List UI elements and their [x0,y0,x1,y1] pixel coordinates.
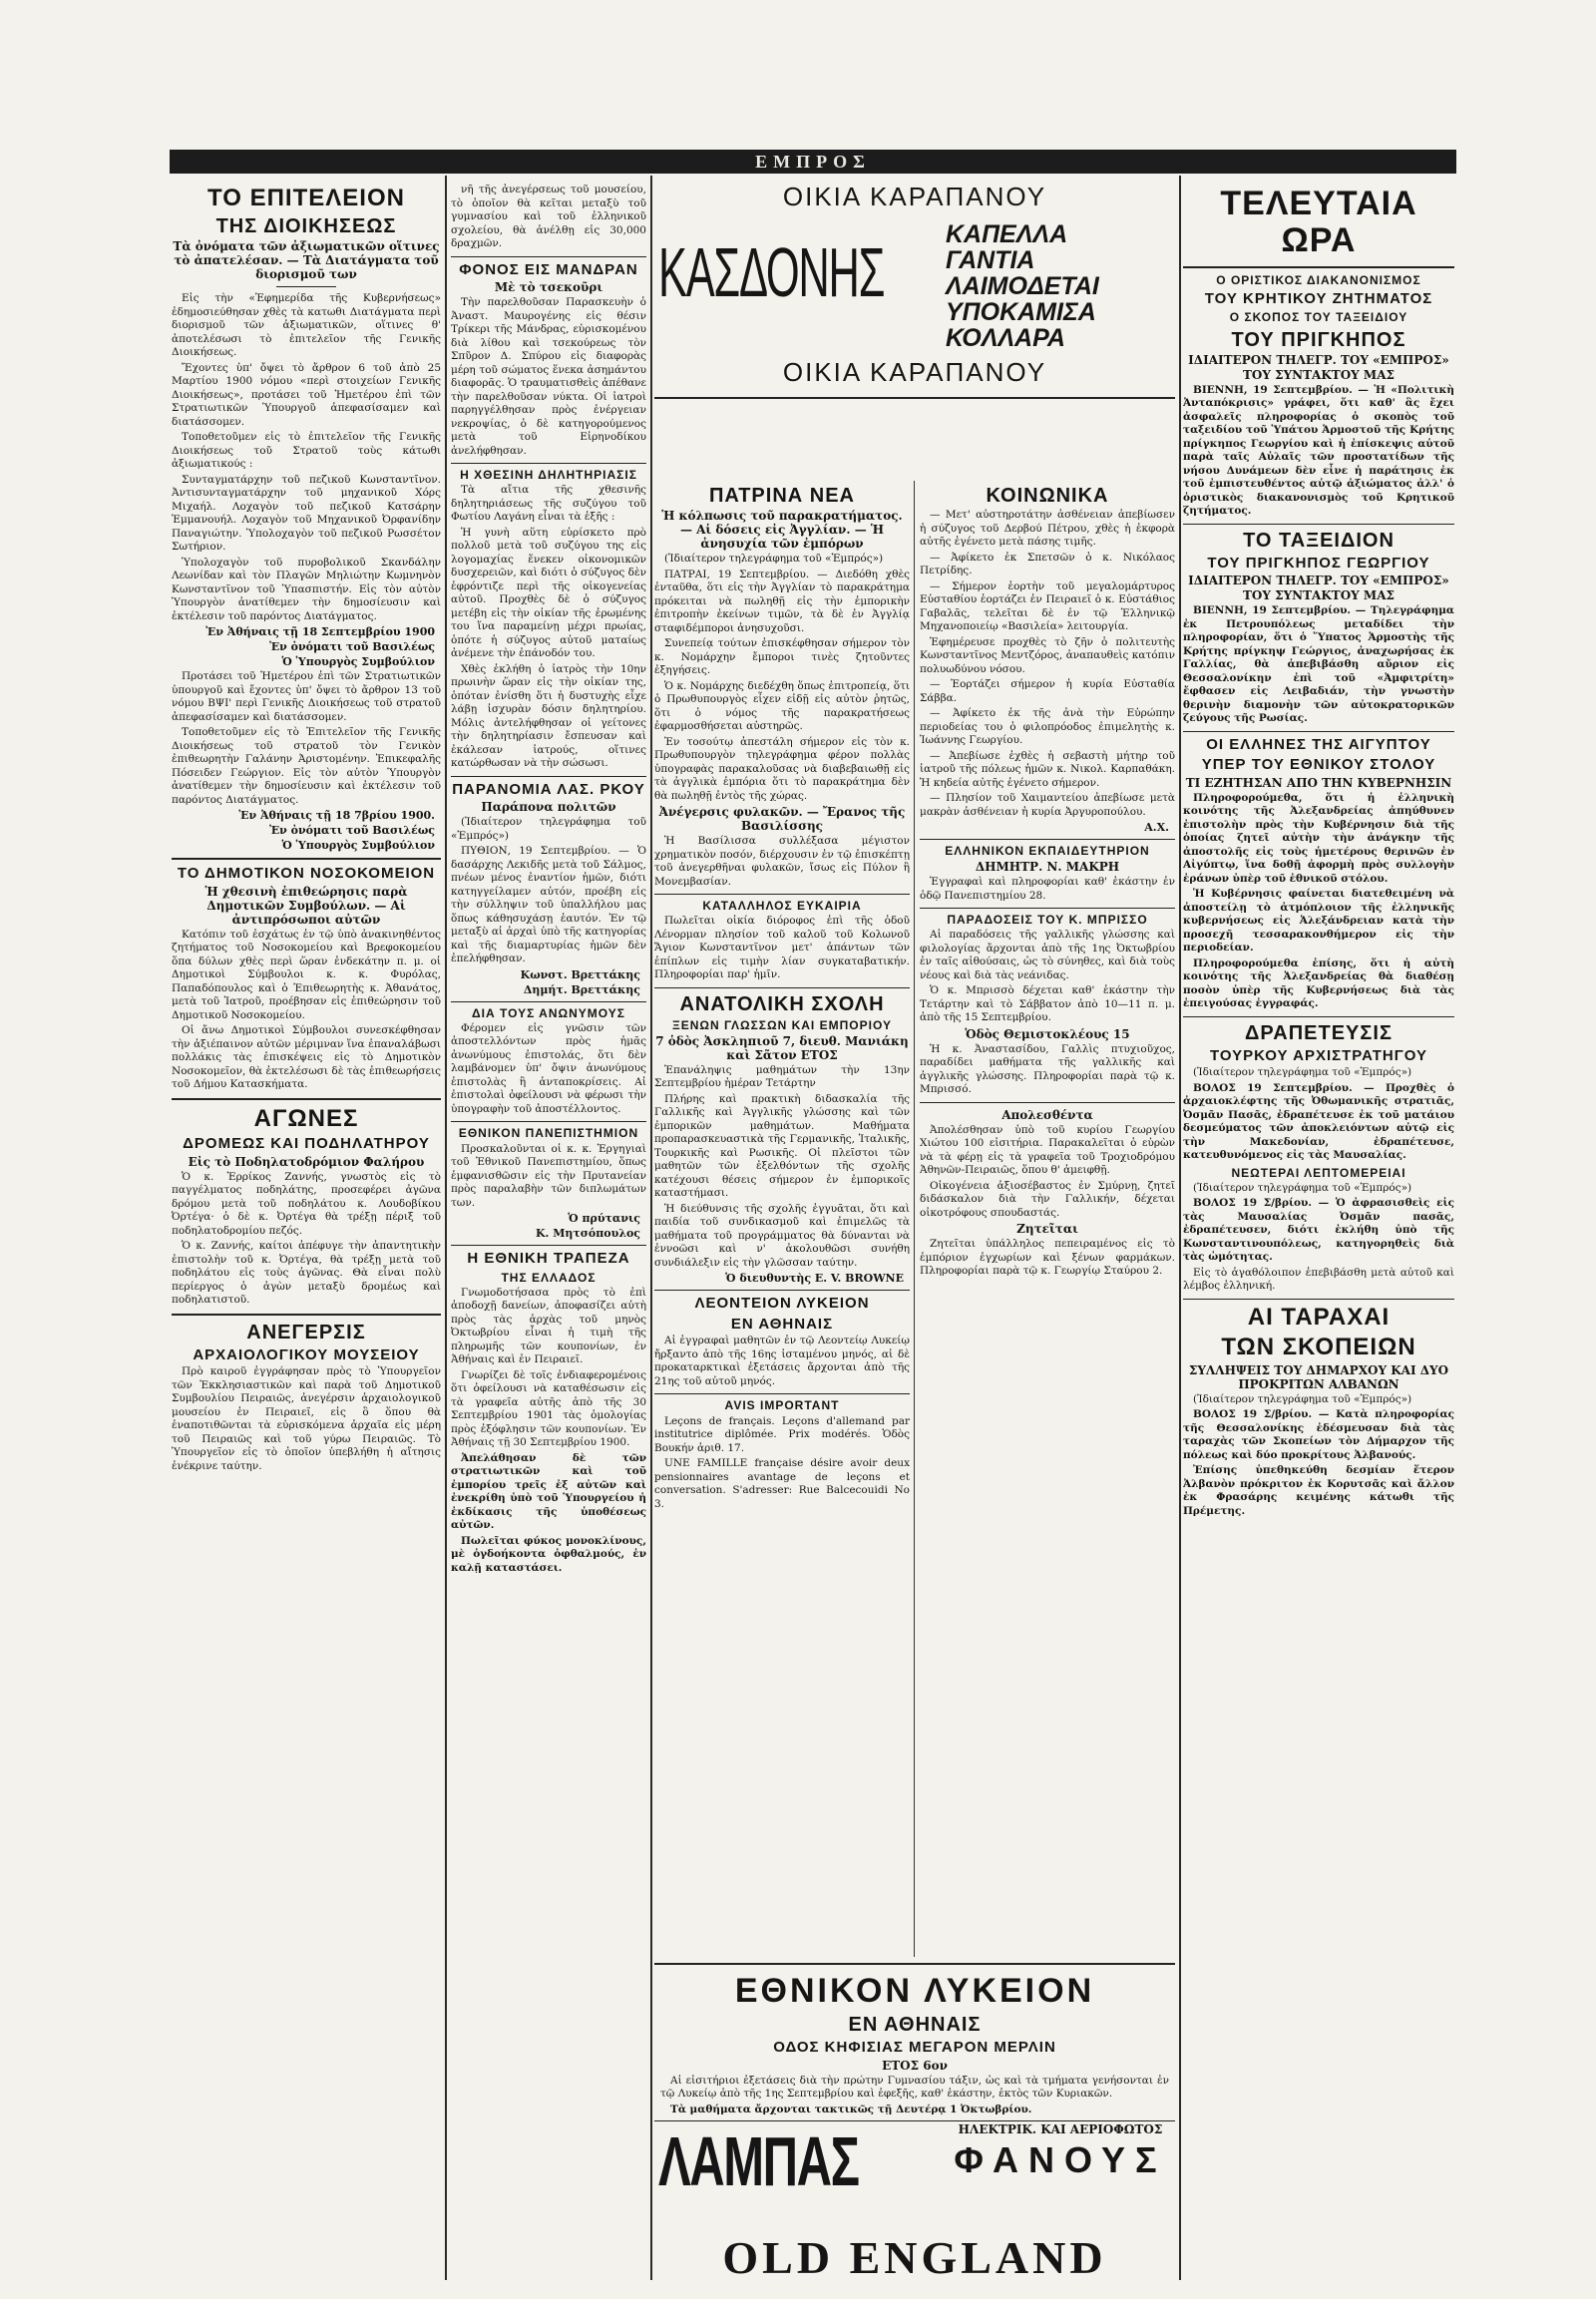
article-paragraph: Χθὲς ἐκλήθη ὁ ἰατρὸς τὴν 10ην πρωινὴν ὥραν εἰς τὴν οἰκίαν της, ὁπόταν ἐνίσθη ὅτι ἡ δυστυχὴς εἶχε λάβῃ ἰσχυρὰν δόσιν δηλητηρίου. Μόλις ἀντελήφθησαν οἱ γείτονες τὴν δηλητηρίασιν ἔσπευσαν καὶ ἐκάλεσαν ἰατρούς, οἵτινες κατώρθωσαν νὰ τὴν σώσωσι. [451,662,646,770]
article-paragraph: νῆ τῆς ἀνεγέρσεως τοῦ μουσείου, τὸ ὁποῖον θὰ κεῖται μεταξὺ τοῦ γυμνασίου καὶ τοῦ ἑλληνικοῦ σχολείου, θὰ ἀνέλθῃ εἰς 30,000 δραχμῶν. [451,184,646,249]
article-paragraph: Ἡ κ. Ἀναστασίδου, Γαλλὶς πτυχιοῦχος, παραδίδει μαθήματα τῆς γαλλικῆς καὶ ἀγγλικῆς γλώσσης. Πληροφορίαι παρὰ τῷ κ. Μπρισσό. [920,1042,1175,1096]
article-subheadline: Ἡ χθεσινὴ ἐπιθεώρησις παρὰ Δημοτικῶν Συμβούλων. — Αἱ ἀντιπρόσωποι αὐτῶν [204,884,408,927]
ad-product: ΚΟΛΛΑΡΑ [946,324,1065,352]
ad-subtitle: ΕΝ ΑΘΗΝΑΙΣ [848,2014,982,2037]
article-paragraph: Ἡ διεύθυνσις τῆς σχολῆς ἐγγυᾶται, ὅτι καὶ παιδία τοῦ συνδικασμοῦ καὶ ἐπιμελῶς τὰ μαθήματα τοῦ προγράμματος θὰ δύνανται νὰ ἐννοῶσι καὶ ν' ἀκολουθῶσι συνήθη συνδιάλεξιν εἰς τὴν γλῶσσαν ταύτην. [654,1202,910,1269]
ad-year: ΕΤΟΣ 6ον [882,2058,948,2073]
decree-date: Ἐν Ἀθήναις τῇ 18 Σεπτεμβρίου 1900 [205,625,435,639]
divider [654,397,1175,399]
article-headline: ΛΕΟΝΤΕΙΟΝ ΛΥΚΕΙΟΝ [694,1295,870,1313]
columns-3-4 [654,182,1175,2276]
divider [920,1102,1175,1103]
telegram-source: ΤΟΥ ΣΥΝΤΑΚΤΟΥ ΜΑΣ [1242,367,1396,382]
article-headline: ΤΗΣ ΔΙΟΙΚΗΣΕΩΣ [215,215,397,238]
article-paragraph: ΒΟΛΟΣ 19 Σ/βρίου. — Κατὰ πληροφορίας τῆς Θεσσαλονίκης ἐδέσμευσαν διὰ τὰς ταραχὰς τῶν Σκοπείων τὸν Δήμαρχον τῆς πόλεως καὶ δύο προκρίτους Ἀλβανούς. [1183,1408,1454,1461]
divider [172,1098,441,1100]
article-paragraph: — Ἐορτάζει σήμερον ἡ κυρία Εὐσταθία Σάββα. [920,678,1175,704]
article-headline: ΤΟ ΕΠΙΤΕΛΕΙΟΝ [207,185,405,211]
article-headline: ΕΛΛΗΝΙΚΟΝ ΕΚΠΑΙΔΕΥΤΗΡΙΟΝ [945,844,1150,858]
divider [172,858,441,860]
article-headline: ΔΙΑ ΤΟΥΣ ΑΝΩΝΥΜΟΥΣ [472,1005,625,1020]
article-paragraph: Ὁ κ. Ζαννής, καίτοι ἀπέφυγε τὴν ἀπαντητικὴν ἐπιστολὴν τοῦ κ. Ὀρτέγα, θὰ τρέξῃ μετὰ τοῦ ποδηλάτου εἰς τοὺς ἀγῶνας. Θὰ εἶναι πολὺ περίεργος ὁ ἀγὼν μεταξὺ δρομέως καὶ ποδηλατιστοῦ. [172,1240,441,1307]
divider [654,987,910,988]
article-paragraph: Ἔχοντες ὑπ' ὄψει τὸ ἄρθρον 6 τοῦ ἀπὸ 25 Μαρτίου 1900 νόμου «περὶ στοιχείων Γενικῆς Διοικήσεως», προτάσει τοῦ Ἡμετέρου ἐπὶ τῶν Στρατιωτικῶν Ὑπουργοῦ ἀπεφασίσαμεν καὶ διατάσσομεν. [172,361,441,428]
column-5 [1183,182,1454,2276]
article-headline: ΞΕΝΩΝ ΓΛΩΣΣΩΝ ΚΑΙ ΕΜΠΟΡΙΟΥ [672,1017,892,1032]
article-headline: ΠΑΤΡΙΝΑ ΝΕΑ [708,485,855,507]
article-paragraph: ΒΙΕΝΝΗ, 19 Σεπτεμβρίου. — Ἡ «Πολιτικὴ Ἀνταπόκρισις» γράφει, ὅτι καθ' ἃς ἔχει ἀσφαλεῖς πληροφορίας ὁ σκοπὸς τοῦ ταξειδίου τοῦ Ὑπάτου Ἁρμοστοῦ τῆς Κρήτης πρίγκηπος Γεωργίου καὶ ἡ ἐπίσκεψις αὐτοῦ παρὰ ταῖς Αὐλαῖς τῶν προστατίδων τῆς νήσου Δυνάμεων δὲν εἶνε ἡ παράτησις ἐκ τοῦ ἐμπιστευθέντος αὐτῷ ἀξιώματος ἀλλ' ὁ ὁριστικὸς διακανονισμὸς τοῦ Κρητικοῦ ζητήματος. [1183,383,1454,518]
article-subheadline: Ἀνέγερσις φυλακῶν. — Ἔρανος τῆς Βασιλίσσης [658,805,906,833]
article-headline: ΤΟΥΡΚΟΥ ΑΡΧΙΣΤΡΑΤΗΓΟΥ [1209,1046,1428,1064]
divider [1183,1016,1454,1017]
ad-title: ΟΙΚΙΑ ΚΑΡΑΠΑΝΟΥ [782,182,1047,211]
article-paragraph: ΒΙΕΝΝΗ, 19 Σεπτεμβρίου. — Τηλεγράφημα ἐκ Πετρουπόλεως μεταδίδει τὴν πληροφορίαν, ὅτι ὁ Ὕπατος Ἁρμοστὴς τῆς Κρήτης πρίγκηψ Γεώργιος, ἀναχωρήσας ἐκ Γαλλίας, θὰ ἀπεβιβάσθη αὔριον εἰς Θεσσαλονίκην ἐπὶ τοῦ «Ἀμφιτρίτη» ἔφθασεν εἰς Λειβαδιάν, τὴν γνωστὴν θερινὴν διαμονὴν τῶν αὐτοκρατορικῶν ζεύγους τῆς Ρωσίας. [1183,604,1454,725]
ad-brand: ΚΑΣΔΟΝΗΣ [658,233,885,311]
article-paragraph: Ἐν τοσούτῳ ἀπεστάλη σήμερον εἰς τὸν κ. Πρωθυπουργὸν τηλεγράφημα φέρον πολλὰς ὑπογραφὰς παρακαλοῦσας νὰ διαβεβαιωθῇ εἰς τὰ ἀγγλικὰ ἐμπόρια ὅτι τὸ παρακράτημα δὲν θὰ πωληθῇ ἐντὸς τῆς χώρας. [654,735,910,802]
ad-address: ΟΔΟΣ ΚΗΦΙΣΙΑΣ ΜΕΓΑΡΟΝ ΜΕΡΛΙΝ [773,2039,1056,2057]
divider [451,1121,646,1122]
article-headline: ΠΑΡΑΝΟΜΙΑ ΛΑΣ. ΡΚΟΥ [452,780,645,798]
article-headline: ΑΓΩΝΕΣ [253,1104,359,1132]
article-paragraph: Ὁ κ. Ἐρρίκος Ζαννής, γνωστὸς εἰς τὸ παγγέλματος ποδηλάτης, προσεφέρει ἀγῶνα δρόμου μετὰ τοῦ ποδηλάτου κ. Λουδοβίκου Ὀρτέγα· ὁ δὲ κ. Ὀρτέγα θὰ τρέξῃ πέριξ τοῦ ποδηλατοδρομίου πεζός. [172,1170,441,1237]
article-paragraph: Τοποθετοῦμεν εἰς τὸ Ἐπιτελεῖον τῆς Γενικῆς Διοικήσεως τοῦ στρατοῦ τὸν Γενικὸν ἐπιθεωρητὴν Γαλάνην Ἀριστομένην. Ἐπικεφαλῆς Πόσειδεν Γεώργιον. Εἰς τὸν αὐτὸν Ὑπουργὸν ἀνατίθεμεν τὴν δημοσίευσιν καὶ ἐκτέλεσιν τοῦ παρόντος Διατάγματος. [172,726,441,806]
article-paragraph: Ἐφημέρευσε προχθὲς τὸ ζῆν ὁ πολιτευτὴς Κωνσταντῖνος Μεντζόρος, ἀναπαυθεὶς κατόπιν πολυωδύνου νόσου. [920,635,1175,675]
article-headline: ΕΘΝΙΚΟΝ ΠΑΝΕΠΙΣΤΗΜΙΟΝ [458,1126,639,1141]
divider [451,463,646,464]
article-paragraph: (Ἰδιαίτερον τηλεγράφημα τοῦ «Ἐμπρός») [451,816,646,842]
article-paragraph: Ἡ Κυβέρνησις φαίνεται διατεθειμένη νὰ ἀποστείλῃ τὸ ἀτμόπλοιον τῆς ἑλληνικῆς κυβερνήσεως εἰς Ἀλεξάνδρειαν κατὰ τὴν προσεχῆ τεσσαρακονθήμερον εἰς τὴν περιοδείαν. [1183,888,1454,955]
article-subheadline: Παράπονα πολιτῶν [481,800,616,815]
article-paragraph: Τοποθετοῦμεν εἰς τὸ ἐπιτελεῖον τῆς Γενικῆς Διοικήσεως τοῦ Στρατοῦ τοὺς κάτωθι ἀξιωματικούς : [172,431,441,471]
decree-minister: Ὁ Ὑπουργὸς Συμβούλιον [281,655,435,669]
article-paragraph: Πρὸ καιροῦ ἐγγράφησαν πρὸς τὸ Ὑπουργεῖον τῶν Ἐκκλησιαστικῶν καὶ παρὰ τοῦ Δημοτικοῦ Συμβουλίου Πειραιῶς, ἀνεγέρσιν ἀρχαιολογικοῦ μουσείου ἐν Πειραιεῖ, εἰς ὃ ὅπου θὰ ἐναποτιθῶνται τὰ εὑρισκόμενα ἀρχαῖα εἰς μέρη τοῦ Πειραιῶς καὶ τοῦ γύρω Πειραιῶς. Τὸ Ὑπουργεῖον εἰς τὸ ὁποῖον ὑπεβλήθη ἡ αἴτησις ἐνέκρινε ταύτην. [172,1365,441,1472]
column-1 [172,182,441,2276]
article-signature: Κ. Μητσόπουλος [535,1227,640,1241]
divider [1183,1299,1454,1300]
article-headline: Ο ΟΡΙΣΤΙΚΟΣ ΔΙΑΚΑΝΟΝΙΣΜΟΣ [1216,272,1421,287]
telegram-source: ΙΔΙΑΙΤΕΡΟΝ ΤΗΛΕΓΡ. ΤΟΥ «ΕΜΠΡΟΣ» [1188,352,1449,367]
article-headline: ΥΠΕΡ ΤΟΥ ΕΘΝΙΚΟΥ ΣΤΟΛΟΥ [1201,756,1436,774]
article-paragraph: — Ἀφίκετο ἐκ Σπετσῶν ὁ κ. Νικόλαος Πετρίδης. [920,551,1175,576]
ad-product: ΚΑΠΕΛΛΑ [946,220,1068,248]
article-headline: ΑΡΧΑΙΟΛΟΓΙΚΟΥ ΜΟΥΣΕΙΟΥ [193,1345,420,1363]
lykeion-lampas-advertisement [654,1963,1175,2274]
divider [654,1290,910,1291]
article-paragraph: Ἐπίσης ὑπεθηκεύθη δεσμίαν ἕτερον Ἀλβανὸν πρόκριτον ἐκ Κορυτσᾶς καὶ ἄλλον ἐκ Φρασάρης κειμένης κάτωθι τῆς Πρέμετης. [1183,1464,1454,1517]
article-paragraph: Γνωρίζει δὲ τοῖς ἐνδιαφερομένοις ὅτι ὀφείλουσι νὰ καταθέσωσιν εἰς τὰ γραφεῖα αὐτῆς ἀπὸ τῆς 30 Σεπτεμβρίου 1901 τὰς ὁμολογίας πρὸς ἐξόφλησιν τῶν κουπονίων. Ἐν Ἀθήναις τῇ 30 Σεπτεμβρίου 1900. [451,1368,646,1449]
article-paragraph: Εἰς τὸ ἀγαθόλοιπον ἐπεβιβάσθη μετὰ αὐτοῦ καὶ λέμβος ἑλληνική. [1183,1266,1454,1293]
article-headline: AVIS IMPORTANT [724,1398,840,1413]
article-subheadline: Τὰ ὀνόματα τῶν ἀξιωματικῶν οἵτινες τὸ ἀπατελέσαν. — Τὰ Διατάγματα τοῦ διορισμοῦ των [173,239,440,282]
article-headline: ΤΟΥ ΠΡΙΓΚΗΠΟΣ ΓΕΩΡΓΙΟΥ [1207,554,1430,572]
article-subheadline: Μὲ τὸ τσεκοῦρι [494,280,603,294]
article-paragraph: Ἀπελάθησαν δὲ τῶν στρατιωτικῶν καὶ τοῦ ἐμπορίου τρεῖς ἐξ αὐτῶν καὶ ἐνεκρίθη ὑπὸ τοῦ Ὑπουργείου ἡ ἐκδίκασις τῆς ὑποθέσεως αὐτῶν. [451,1451,646,1532]
article-headline: ΔΡΟΜΕΩΣ ΚΑΙ ΠΟΔΗΛΑΤΗΡΟΥ [183,1135,430,1153]
article-subheadline: Ὁδὸς Θεμιστοκλέους 15 [965,1026,1130,1041]
article-headline: ΤΩΝ ΣΚΟΠΕΙΩΝ [1221,1334,1416,1361]
masthead-banner: ΕΜΠΡΟΣ [170,150,1456,174]
article-paragraph: Αἱ παραδόσεις τῆς γαλλικῆς γλώσσης καὶ φιλολογίας ἄρχονται ἀπὸ τῆς 1ης Ὀκτωβρίου ἐν ταῖς αἰθούσαις, ὡς τὸ σύνηθες, καὶ διὰ τοὺς νέους καὶ διὰ τὰς νεάνιδας. [920,929,1175,981]
article-paragraph: Προσκαλοῦνται οἱ κ. κ. Ἐργηγιαὶ τοῦ Ἐθνικοῦ Πανεπιστημίου, ὅπως ἐμφανισθῶσιν εἰς τὴν Πρυτανείαν πρὸς παραλαβὴν τῶν διπλωμάτων των. [451,1142,646,1209]
article-paragraph: — Ἀφίκετο ἐκ τῆς ἀνὰ τὴν Εὐρώπην περιοδείας του ὁ φιλοπρόοδος ἐπιμελητὴς κ. Ἰωάννης Γεωργίου. [920,707,1175,746]
article-paragraph: ΠΥΘΙΟΝ, 19 Σεπτεμβρίου. — Ὁ δασάρχης Λεκιδῆς μετὰ τοῦ Σάλμος, πνέων μένος ἐναντίον ἡμῶν, διότι κατηγγείλαμεν αὐτόν, προέβη εἰς τὴν σύλληψιν τοῦ ὑπαλλήλου μας ὅπως κάθησυχάσῃ ἑαυτόν. Ἐν τῷ μεταξὺ αἱ ἀρχαὶ ὑπὸ τῆς κατηγορίας καὶ τῆς διαμαρτυρίας ἡμῶν δὲν ἐπελήφθησαν. [451,845,646,965]
article-paragraph: — Ἀπεβίωσε ἐχθὲς ἡ σεβαστὴ μήτηρ τοῦ ἰατροῦ τῆς πόλεως ἡμῶν κ. Νικολ. Καρπαθάκη. Ἡ κηδεία αὐτῆς ἐγένετο σήμερον. [920,749,1175,789]
article-headline: Ο ΣΚΟΠΟΣ ΤΟΥ ΤΑΞΕΙΔΙΟΥ [1229,310,1408,325]
article-paragraph: Πληροφορούμεθα, ὅτι ἡ ἑλληνικὴ κοινότης τῆς Ἀλεξανδρείας ἀπηύθυνεν ἐπιστολὴν πρὸς τὴν Κυβέρνησιν διὰ τῆς ὁποίας ζητεῖ αὐτὴν τὴν ἀνάγκην τῆς ἀποστολῆς εἰς τοὺς ἡμετέρους θερινῶν ἐν Αἰγύπτῳ, ἵνα δοθῇ ἀφορμὴ πρὸς συλλογὴν ἐράνων ὑπὲρ τοῦ ἐθνικοῦ στόλου. [1183,791,1454,885]
article-headline: ΤΟΥ ΚΡΗΤΙΚΟΥ ΖΗΤΗΜΑΤΟΣ [1204,289,1433,307]
article-paragraph: Τὴν παρελθοῦσαν Παρασκευὴν ὁ Ἀναστ. Μαυρογένης εἰς θέσιν Τρίκερι τῆς Μάνδρας, εὑρισκομένου διὰ λίθου καὶ τσεκούρεως τὸν Σπῦρον Δ. Σπύρου εἰς διαφορὰς μέρη τοῦ σώματος ἕνεκα ἀσημάντου διαφορᾶς. Ὁ τραυματισθεὶς ἀπέθανε τὴν παρελθοῦσαν νύκτα. Οἱ ἰατροὶ παρηγγέλθησαν πρὸς ἐνέργειαν νεκροψίας, ὁ δὲ κατηγορούμενος μετὰ τοῦ Εἰρηνοδίκου ἀνελήφθησαν. [451,296,646,457]
article-paragraph: (Ἰδιαίτερον τηλεγράφημα τοῦ «Ἐμπρός») [1193,1066,1412,1079]
article-subheadline: Ζητεῖται [1016,1222,1078,1237]
article-paragraph: Ἐγγραφαὶ καὶ πληροφορίαι καθ' ἑκάστην ἐν ὁδῷ Πανεπιστημίου 28. [920,876,1175,902]
divider [1183,731,1454,732]
decree-signature: Ἐν ὀνόματι τοῦ Βασιλέως [269,824,435,838]
column-2 [451,182,646,2276]
article-paragraph: Πωλεῖται οἰκία διόροφος ἐπὶ τῆς ὁδοῦ Λένορμαν πλησίον τοῦ καλοῦ τοῦ Κολωνοῦ Ἄγιον Κωνσταντῖνον μετ' ἀπάντων τῶν ἐπίπλων εἰς τιμὴν λίαν συγκαταβατικήν. Πληροφορίαι παρ' ἡμῖν. [654,915,910,981]
lampas-fanos: ΦΑΝΟΥΣ [954,2139,1167,2181]
divider [276,286,336,287]
lampas-side [950,2121,1171,2182]
article-paragraph: Ὑπολοχαγὸν τοῦ πυροβολικοῦ Σκανδάλην Λεωνίδαν καὶ τὸν Πλαγῶν Μηλιώτην Κωμνηνὸν Κωνσταντῖνον τοῦ Ὑπασπιστήν. Εἰς τὸν αὐτὸν Ὑπουργὸν ἀνατίθεμεν τὴν δημοσίευσιν καὶ ἐκτέλεσιν τοῦ παρόντος Διατάγματος. [172,556,441,622]
column-3 [654,481,910,1957]
article-paragraph: Ἀπολέσθησαν ὑπὸ τοῦ κυρίου Γεωργίου Χιώτου 100 εἰσιτήρια. Παρακαλεῖται ὁ εὑρὼν νὰ τὰ φέρῃ εἰς τὰ γραφεῖα τοῦ Τροχιοδρόμου Ἀθηνῶν-Πειραιῶς, ὅπου θ' ἀμειφθῇ. [920,1123,1175,1177]
article-paragraph: (Ἰδιαίτερον τηλεγράφημα τοῦ «Ἐμπρός») [664,553,884,565]
divider [1183,524,1454,525]
article-paragraph: Ἡ Βασίλισσα συλλέξασα μέγιστον χρηματικὸν ποσόν, διέρχουσιν ἐν τῷ ἐπισκέπτῃ τοῦ ἀνεγερθῆναι φυλακῶν, ἴσως εἰς Πύλον ἢ Μονεμβασίαν. [654,835,910,888]
article-subheadline: Απολεσθέντα [1001,1107,1093,1122]
article-paragraph: Οἰκογένεια ἀξιοσέβαστος ἐν Σμύρνῃ, ζητεῖ διδάσκαλον διὰ τὴν Γαλλικήν, δέχεται οἰκοτρόφους σπουδαστάς. [920,1179,1175,1219]
article-paragraph: — Σήμερον ἑορτὴν τοῦ μεγαλομάρτυρος Εὐσταθίου ἑορτάζει ἐν Πειραιεῖ ὁ κ. Εὐστάθιος Γαβαλᾶς, τελεῖται δὲ ἐν τῷ Ἑλληνικῷ Μηχανοποιείῳ «Βασιλεία» λειτουργία. [920,579,1175,632]
article-signature: Ὁ διευθυντὴς E. V. BROWNE [725,1272,904,1286]
divider [920,908,1175,909]
divider [451,776,646,777]
article-signature: Α.Χ. [1144,821,1169,834]
ad-product: ΓΑΝΤΙΑ [946,246,1035,274]
article-paragraph: (Ἰδιαίτερον τηλεγράφημα τοῦ «Ἐμπρός») [1193,1181,1412,1194]
article-headline: ΦΟΝΟΣ ΕΙΣ ΜΑΝΔΡΑΝ [459,260,638,278]
article-headline: ΤΕΛΕΥΤΑΙΑ ΩΡΑ [1220,185,1417,260]
old-england-brand: OLD ENGLAND [722,2232,1107,2274]
article-paragraph: Εἰς τὴν «Ἐφημερίδα τῆς Κυβερνήσεως» ἐδημοσιεύθησαν χθὲς τὰ κατωθι Διατάγματα περὶ διορισμοῦ τῶν ἀξιωματικῶν, οἵτινες θ' ἀποτελέσωσι τὸ ἐπιτελεῖον τῆς Γενικῆς Διοικήσεως. [172,292,441,359]
article-headline: ΕΝ ΑΘΗΝΑΙΣ [730,1315,834,1333]
article-paragraph: — Πλησίον τοῦ Χαιμαντείου ἀπεβίωσε μετὰ μακρὰν ἀσθένειαν ἡ κυρία Ἀργυροπούλου. [920,792,1175,818]
lampas-subline: ΗΛΕΚΤΡΙΚ. ΚΑΙ ΑΕΡΙΟΦΩΤΟΣ [958,2122,1163,2137]
divider [1183,266,1454,268]
column-rule [914,481,915,1957]
article-paragraph: (Ἰδιαίτερον τηλεγράφημα τοῦ «Ἐμπρός») [1193,1392,1412,1405]
article-paragraph: Οἱ ἄνω Δημοτικοὶ Σύμβουλοι συνεσκέφθησαν τὴν ἀξιέπαινον αὐτῶν μέριμναν ἵνα ἐπαναλάβωσι πολλάκις τὰς ἐπισκέψεις εἰς τὸ Δημοτικὸν Νοσοκομεῖον, θὰ ἐκτελέσωσι δὲ τὰς ἐπιθεωρήσεις τοῦ Δήμου Κατασκήματα. [172,1024,441,1091]
article-subheadline: 7 ὁδὸς Ἀσκληπιοῦ 7, διευθ. Μανιάκη καὶ Σᾶτον ΕΤΟΣ [655,1033,909,1062]
article-headline: Η ΧΘΕΣΙΝΗ ΔΗΛΗΤΗΡΙΑΣΙΣ [460,468,637,482]
article-paragraph: Συνταγματάρχην τοῦ πεζικοῦ Κωνσταντῖνον. Ἀντισυνταγματάρχην τοῦ μηχανικοῦ Χόρς Μιχαήλ. Λοχαγὸν τοῦ πεζικοῦ Κατσάρην Ἐμμανουήλ. Λοχαγὸν τοῦ Μηχανικοῦ Ὀρφανίδην Παναγιώτην. Ὑπολοχαγὸν τοῦ πεζικοῦ Ρωσσέτον Σωτήριον. [172,473,441,554]
article-paragraph: Συνεπείᾳ τούτων ἐπισκέφθησαν σήμερον τὸν κ. Νομάρχην ἔμποροι τινὲς ζητοῦντες ἐξηγήσεις. [654,637,910,676]
decree-signature: Ἐν ὀνόματι τοῦ Βασιλέως [269,640,435,654]
article-subheadline: Εἰς τὸ Ποδηλατοδρόμιον Φαλήρου [188,1154,425,1169]
lampas-ad [654,2120,1175,2231]
article-paragraph: Αἱ ἐγγραφαὶ μαθητῶν ἐν τῷ Λεοντείῳ Λυκείῳ ἤρξαντο ἀπὸ τῆς 16ης ἰσταμένου μηνός, αἱ δὲ προκαταρκτικαὶ ἐξετάσεις ἄρχονται ἀπὸ τῆς 21ης τοῦ αὐτοῦ μηνός. [654,1335,910,1387]
article-paragraph: Ὁ κ. Νομάρχης διεδέχθη ὅπως ἐπιτροπείᾳ, ὅτι ὁ Πρωθυπουργὸς εἶχεν εἰδῇ εἰς αὐτὸν ῥητῶς, ὅτι ὁ νόμος τῆς παρακρατήσεως ἐφαρμοσθήσεται αὐστηρῶς. [654,679,910,732]
article-headline: ΠΑΡΑΔΟΣΕΙΣ ΤΟΥ Κ. ΜΠΡΙΣΣΟ [947,913,1148,928]
ad-title: ΟΙΚΙΑ ΚΑΡΑΠΑΝΟΥ [782,357,1047,387]
article-paragraph: ΒΟΛΟΣ 19 Σεπτεμβρίου. — Προχθὲς ὁ ἀρχαιοκλέφτης τῆς Ὀθωμανικῆς στρατιᾶς, Ὀσμᾶν Πασᾶς, ἐδραπέτευσε ἐκ τοῦ ματάιου δεσμεύματος τῶν ἀποκλειόντων αὐτῷ εἰς τὴν Μακεδονίαν, ἐδραπέτευσε, κατευθυνόμενος εἰς τὰς Μαυσαλίας. [1183,1081,1454,1162]
column-4 [920,481,1175,1957]
divider [172,1314,441,1316]
ad-paragraph: Αἱ εἰσιτήριοι ἐξετάσεις διὰ τὴν πρώτην Γυμνασίου τάξιν, ὡς καὶ τὰ τμήματα γενήσονται ἐν τῷ Λυκείῳ ἀπὸ τῆς 1ης Σεπτεμβρίου καὶ ἐφεξῆς, καθ' ἑκάστην, ἐκτὸς τῶν Κυριακῶν. [660,2074,1169,2101]
divider [451,1001,646,1002]
divider [451,1245,646,1246]
article-paragraph: Πληροφορούμεθα ἐπίσης, ὅτι ἡ αὐτὴ κοινότης τῆς Ἀλεξανδρείας θὰ διαθέσῃ ποσὸν ὑπὲρ τῆς Κυβερνήσεως διὰ τὰς ἐπειγούσας ἐγγραφάς. [1183,957,1454,1010]
article-paragraph: Κατόπιν τοῦ ἐσχάτως ἐν τῷ ὑπὸ ἀνακινηθέντος ζητήματος τοῦ Νοσοκομείου καὶ Βρεφοκομείου ὅπα δύλων χθὲς περὶ ὥραν ἑνδεκάτην π. μ. οἱ Δημοτικοὶ Σύμβουλοι κ. κ. Φυρόλας, Παπαδόπουλος καὶ ὁ Ἐπιθεωρητὴς κ. Ἀθανάτος, μετὰ τοῦ Ἰατροῦ, προέβησαν εἰς ἐπιθεώρησιν τοῦ Δημοτικοῦ Νοσοκομείου. [172,928,441,1021]
article-paragraph: ΠΑΤΡΑΙ, 19 Σεπτεμβρίου. — Διεδόθη χθὲς ἐνταῦθα, ὅτι εἰς τὴν Ἀγγλίαν τὸ παρακράτημα πρόκειται νὰ πωληθῇ εἰς τὴν ἐμπορικὴν ἐπιτροπὴν ἐκείνων τιμῶν, τὰ δὲ ἐν Ἀγγλίᾳ σταφιδέμποροι ἀνησυχοῦσι. [654,568,910,634]
article-headline: ΔΡΑΠΕΤΕΥΣΙΣ [1245,1021,1393,1044]
telegram-source: ΤΟΥ ΣΥΝΤΑΚΤΟΥ ΜΑΣ [1242,588,1396,603]
article-paragraph: UNE FAMILLE française désire avoir deux pensionnaires avantage de leçons et conversation. S'adresser: Rue Balcecouidi No 3. [654,1457,910,1510]
ad-paragraph: Τὰ μαθήματα ἄρχονται τακτικῶς τῇ Δευτέρᾳ 1 Ὀκτωβρίου. [670,2103,1032,2115]
article-headline: ΑΙ ΤΑΡΑΧΑΙ [1247,1303,1391,1331]
article-paragraph: Ζητεῖται ὑπάλληλος πεπειραμένος εἰς τὸ ἐμπόριον ἐγχωρίων καὶ ξένων φαρμάκων. Πληροφορίαι παρὰ τῷ κ. Γεωργίῳ Σταύρου 2. [920,1238,1175,1278]
article-signature: Κωνστ. Βρεττάκης [520,967,640,981]
divider [451,256,646,257]
ad-title: ΕΘΝΙΚΟΝ ΛΥΚΕΙΟΝ [734,1972,1095,2010]
article-paragraph: — Μετ' αὐστηροτάτην ἀσθένειαν ἀπεβίωσεν ἡ σύζυγος τοῦ Δερβού Πέτρου, χθὲς ἡ ἐκφορὰ αὐτῆς ἐγένετο μετὰ πάσης τιμῆς. [920,509,1175,548]
article-headline: ΑΝΕΓΕΡΣΙΣ [246,1321,366,1343]
decree-minister: Ὁ Ὑπουργὸς Συμβούλιον [281,839,435,853]
article-paragraph: Φέρομεν εἰς γνῶσιν τῶν ἀποστελλόντων πρὸς ἡμᾶς ἀνωνύμους ἐπιστολάς, ὅτι δὲν λαμβάνομεν ὑπ' ὄψιν ἀνωνύμους ἐπιστολὰς ἢ ἀνταποκρίσεις. Αἱ ἐπιστολαὶ ὀφείλουσι νὰ φέρωσι τὴν ὑπογραφὴν τοῦ ἀποστέλλοντος. [451,1021,646,1115]
article-headline: ΟΙ ΕΛΛΗΝΕΣ ΤΗΣ ΑΙΓΥΠΤΟΥ [1206,735,1431,753]
article-paragraph: Ἡ γυνὴ αὕτη εὑρίσκετο πρὸ πολλοῦ μετὰ τοῦ συζύγου της εἰς λογομαχίας ἕνεκεν οἰκονομικῶν δυσχερειῶν, καὶ διότι ὁ σύζυγος δὲν ἐφρόντιζε περὶ τῆς οἰκογενείας αὐτοῦ. Προχθὲς δὲ ὁ σύζυγος μετέβη εἰς τὴν οἰκίαν τῆς ἐρωμένης του ἵνα παραμείνῃ μέχρι πρωίας, ὁπότε ἡ σύζυγος αὐτοῦ ματαίως ἀνέμενε τὴν ἐπάνοδόν του. [451,526,646,660]
lampas-brand: ΛΑΜΠΑΣ [658,2122,859,2201]
article-headline: ΚΟΙΝΩΝΙΚΑ [986,485,1109,507]
telegram-source: ΙΔΙΑΙΤΕΡΟΝ ΤΗΛΕΓΡ. ΤΟΥ «ΕΜΠΡΟΣ» [1188,574,1449,588]
article-subheadline: ΤΙ ΕΖΗΤΗΣΑΝ ΑΠΟ ΤΗΝ ΚΥΒΕΡΝΗΣΙΝ [1185,775,1452,790]
article-headline: ΑΝΑΤΟΛΙΚΗ ΣΧΟΛΗ [679,992,885,1015]
divider [654,1393,910,1394]
article-headline: ΚΑΤΑΛΛΗΛΟΣ ΕΥΚΑΙΡΙΑ [702,899,862,913]
article-paragraph: Πωλεῖται φύκος μονοκλίνους, μὲ ὀγδοήκοντα ὀφθαλμούς, ἐν καλῇ καταστάσει. [451,1534,646,1574]
article-headline: ΤΟ ΤΑΞΕΙΔΙΟΝ [1243,529,1395,552]
divider [920,839,1175,840]
article-paragraph: Ἐπανάληψις μαθημάτων τὴν 13ην Σεπτεμβρίου ἡμέραν Τετάρτην [654,1063,910,1090]
article-signature: Δημήτ. Βρεττάκης [523,982,640,996]
column-rule [445,176,447,2280]
article-paragraph: ΒΟΛΟΣ 19 Σ/βρίου. — Ὁ ἀφρασισθεὶς εἰς τὰς Μαυσαλίας Ὀσμᾶν πασᾶς, ἐδραπέτευσεν, διότι ἐκλήθη ὑπὸ τῆς Κωνσταντινουπόλεως, κατηγορηθεὶς διὰ τὰς ὠμότητας. [1183,1197,1454,1264]
divider [654,894,910,895]
article-headline: ΤΟ ΔΗΜΟΤΙΚΟΝ ΝΟΣΟΚΟΜΕΙΟΝ [177,865,436,883]
article-subheadline: ΣΥΛΛΗΨΕΙΣ ΤΟΥ ΔΗΜΑΡΧΟΥ ΚΑΙ ΔΥΟ ΠΡΟΚΡΙΤΩΝ ΑΛΒΑΝΩΝ [1188,1362,1449,1391]
article-headline: ΤΗΣ ΕΛΛΑΔΟΣ [501,1270,597,1285]
decree-date: Ἐν Ἀθήναις τῇ 18 7βρίου 1900. [238,809,435,823]
article-paragraph: Προτάσει τοῦ Ἡμετέρου ἐπὶ τῶν Στρατιωτικῶν ὑπουργοῦ καὶ ἔχοντες ὑπ' ὄψει τὸ ἄρθρον 13 τοῦ νόμου ΒΨΙ' περὶ Γενικῆς Διοικήσεως τοῦ στρατοῦ ἀπεφασίσαμεν καὶ διατάσσομεν. [172,670,441,723]
article-paragraph: Ὁ κ. Μπρισσὸ δέχεται καθ' ἑκάστην τὴν Τετάρτην καὶ τὸ Σάββατον ἀπὸ 10—11 π. μ. ἀπὸ τῆς 15 Σεπτεμβρίου. [920,984,1175,1024]
article-subheadline: ΔΗΜΗΤΡ. Ν. ΜΑΚΡΗ [975,860,1120,875]
ad-product: ΛΑΙΜΟΔΕΤΑΙ [946,272,1099,300]
ad-product-list [946,221,1171,351]
article-paragraph: Πλήρης καὶ πρακτικὴ διδασκαλία τῆς Γαλλικῆς καὶ Ἀγγλικῆς γλώσσης καὶ τῶν ἐμπορικῶν μαθημάτων. Μαθήματα προπαρασκευαστικὰ τῆς Γερμανικῆς, Ἰταλικῆς, Τουρκικῆς καὶ Ρωσικῆς. Οἱ πλεῖστοι τῶν μαθητῶν τῶν ἐξελθόντων τῆς σχολῆς κατέχουσι θέσεις σήμερον ἐν ἐμπορικοῖς καταστήμασι. [654,1092,910,1200]
article-headline: ΤΟΥ ΠΡΙΓΚΗΠΟΣ [1231,328,1406,351]
kasdonis-advertisement [654,182,1175,441]
article-paragraph: Γνωμοδοτήσασα πρὸς τὸ ἐπὶ ἀποδοχῇ δανείων, ἀποφασίζει αὐτὴ πρὸς τὰς ἀρχὰς τοῦ μηνὸς Ὀκτωβρίου εἶναι ἡ τιμὴ τῆς πληρωμῆς τῶν κουπονίων, ἐν Ἀθήναις καὶ ἐν Πειραιεῖ. [451,1286,646,1366]
column-rule [1179,176,1181,2280]
article-signature: Ὁ πρύτανις [568,1212,640,1226]
article-headline: ΝΕΩΤΕΡΑΙ ΛΕΠΤΟΜΕΡΕΙΑΙ [1231,1165,1406,1180]
ad-product: ΥΠΟΚΑΜΙΣΑ [946,298,1096,326]
article-paragraph: Τὰ αἴτια τῆς χθεσινῆς δηλητηριάσεως τῆς συζύγου τοῦ Φωτίου Λαγάνη εἶναι τὰ ἑξῆς : [451,484,646,524]
article-paragraph: Leçons de français. Leçons d'allemand par institutrice diplômée. Prix modérés. Ὁδὸς Βουκήν ἀριθ. 17. [654,1414,910,1454]
article-headline: Η ΕΘΝΙΚΗ ΤΡΑΠΕΖΑ [467,1250,630,1268]
article-subheadline: Ἡ κόλπωσις τοῦ παρακρατήματος. — Αἱ δόσεις εἰς Ἀγγλίαν. — Ἡ ἀνησυχία τῶν ἐμπόρων [661,509,903,551]
column-rule [650,176,652,2280]
